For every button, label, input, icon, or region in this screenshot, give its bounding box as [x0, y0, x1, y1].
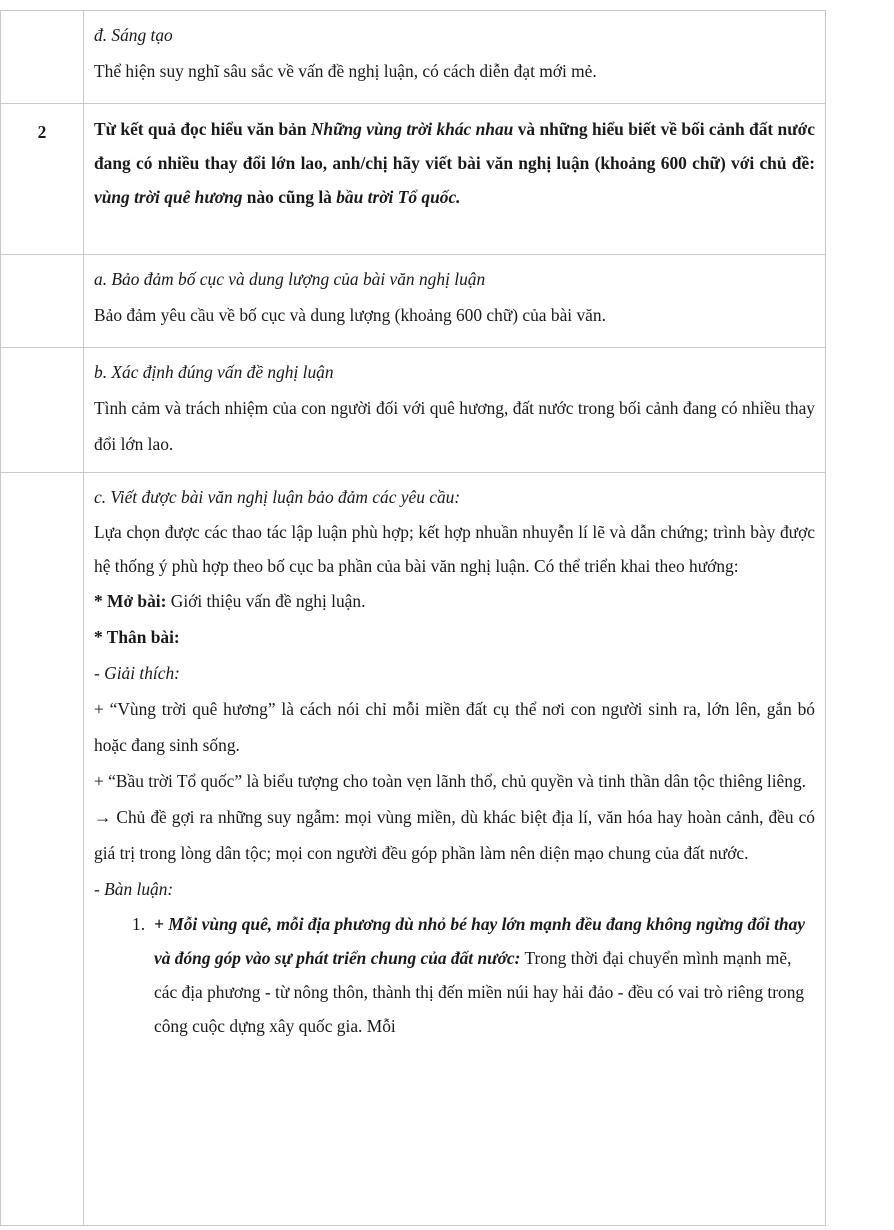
table-row — [1, 11, 826, 104]
top-margin — [0, 0, 894, 10]
table-row — [1, 348, 826, 473]
explain-item: + “Bầu trời Tổ quốc” là biểu tượng cho toàn vẹn lãnh thổ, chủ quyền và tinh thần dân tộc thiêng liêng. — [94, 771, 806, 791]
mo-bai-label: * Mở bài: — [94, 591, 167, 611]
list-item — [94, 907, 815, 1043]
prompt-topic2: bầu trời Tổ quốc. — [336, 187, 461, 207]
ban-luan-label: - Bàn luận: — [94, 879, 174, 899]
prompt-part1: Từ kết quả đọc hiểu văn bản — [94, 119, 311, 139]
section-intro: Lựa chọn được các thao tác lập luận phù hợp; kết hợp nhuần nhuyễn lí lẽ và dẫn chứng; trình bày được hệ thống ý phù hợp theo bố cục ba phần của bài văn nghị luận. Có thể triển khai theo hướng: — [94, 522, 815, 576]
explain-conclusion: → Chủ đề gợi ra những suy ngẫm: mọi vùng miền, dù khác biệt địa lí, văn hóa hay hoàn cảnh, đều có giá trị trong lòng dân tộc; mọi con người đều góp phần làm nên diện mạo chung của đất nước. — [94, 807, 815, 863]
section-text: Thể hiện suy nghĩ sâu sắc về vấn đề nghị luận, có cách diễn đạt mới mẻ. — [94, 61, 597, 81]
section-text: Bảo đảm yêu cầu về bố cục và dung lượng (khoảng 600 chữ) của bài văn. — [94, 305, 606, 325]
prompt-part3: nào cũng là — [242, 187, 337, 207]
table-row — [1, 255, 826, 348]
table-row — [1, 104, 826, 255]
right-margin — [826, 10, 894, 1230]
criteria-cell — [84, 255, 826, 348]
list-marker: 1. — [132, 914, 146, 934]
giai-thich-label: - Giải thích: — [94, 663, 180, 683]
question-number-cell — [1, 348, 84, 473]
table-row — [1, 473, 826, 1226]
argument-list — [94, 907, 815, 1043]
answer-table — [0, 10, 826, 1226]
criteria-cell — [84, 473, 826, 1226]
than-bai-label: * Thân bài: — [94, 627, 180, 647]
question-number-cell — [1, 473, 84, 1226]
section-heading: đ. Sáng tạo — [94, 25, 173, 45]
question-text — [94, 112, 815, 214]
prompt-part2: và những hiểu biết về bối cảnh đất nước đang có nhiều thay đổi lớn lao, anh/chị hãy viết bài văn nghị luận (khoảng 600 chữ) với chủ đề: — [94, 119, 815, 173]
criteria-cell — [84, 348, 826, 473]
section-text: Tình cảm và trách nhiệm của con người đối với quê hương, đất nước trong bối cảnh đang có nhiều thay đổi lớn lao. — [94, 398, 815, 454]
section-heading: b. Xác định đúng vấn đề nghị luận — [94, 362, 334, 382]
point-heading: + Mỗi vùng quê, mỗi địa phương dù nhỏ bé hay lớn mạnh đều đang không ngừng đổi thay và đóng góp vào sự phát triển chung của đất nước: — [154, 914, 805, 968]
criteria-cell — [84, 11, 826, 104]
point-text: Trong thời đại chuyển mình mạnh mẽ, các địa phương - từ nông thôn, thành thị đến miền núi hay hải đảo - đều có vai trò riêng trong công cuộc dựng xây quốc gia. Mỗi — [154, 948, 805, 1036]
prompt-topic1: vùng trời quê hương — [94, 187, 243, 207]
section-heading: a. Bảo đảm bố cục và dung lượng của bài văn nghị luận — [94, 269, 486, 289]
question-prompt — [84, 104, 826, 255]
section-heading: c. Viết được bài văn nghị luận bảo đảm các yêu cầu: — [94, 487, 461, 507]
question-number-cell — [1, 11, 84, 104]
question-number: 2 — [1, 104, 84, 255]
question-number-cell — [1, 255, 84, 348]
mo-bai — [94, 583, 815, 619]
explain-item: + “Vùng trời quê hương” là cách nói chỉ mỗi miền đất cụ thể nơi con người sinh ra, lớn lên, gắn bó hoặc đang sinh sống. — [94, 699, 815, 755]
mo-bai-text: Giới thiệu vấn đề nghị luận. — [166, 591, 366, 611]
prompt-title: Những vùng trời khác nhau — [310, 119, 514, 139]
